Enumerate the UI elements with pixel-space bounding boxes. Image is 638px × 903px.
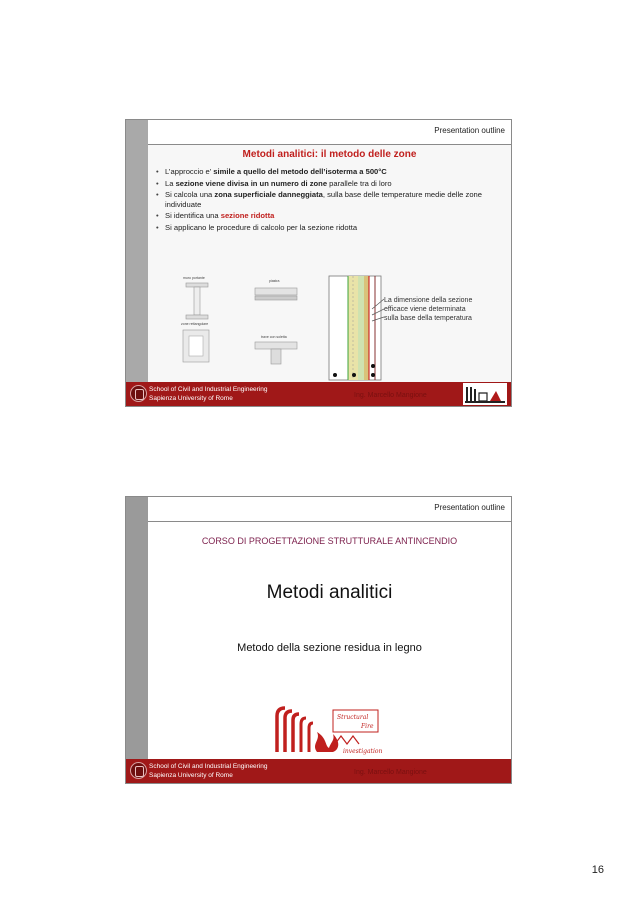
diagram-label: trave con soletta: [261, 335, 287, 339]
logo-text: Fire: [361, 723, 374, 730]
bullet-item: • Si applicano le procedure di calcolo per la sezione ridotta: [155, 223, 505, 233]
slide-2: [125, 496, 512, 784]
slide-title: Metodi analitici: [266, 582, 393, 603]
t-beam-sketch: [254, 340, 298, 366]
logo-text: investigation: [343, 748, 383, 755]
header-label: Presentation outline: [434, 126, 505, 135]
university-seal-icon: [130, 762, 147, 779]
diagram-label: piastra: [269, 279, 280, 283]
residual-section-diagram: [328, 274, 388, 384]
diagram-label: muro portante: [183, 276, 205, 280]
university-seal-icon: [130, 385, 147, 402]
i-section-sketch: [182, 282, 212, 320]
slide-image: [148, 145, 511, 382]
slide-side-bar: [126, 120, 148, 406]
author-name: Ing. Marcello Mangione: [354, 392, 427, 399]
logo-text: Structural: [337, 714, 369, 721]
bullet-list: [155, 167, 505, 235]
page-number: 16: [591, 864, 604, 876]
diagram-label: zone rettangolare: [181, 322, 209, 326]
bullet-item: • Si calcola una zona superficiale danneggiata, sulla base delle temperature medie delle zone individuate: [155, 190, 505, 209]
bullet-item: • La sezione viene divisa in un numero di zone parallele tra di loro: [155, 179, 505, 189]
bullet-item: • L’approccio e’ simile a quello del metodo dell’isoterma a 500°C: [155, 167, 505, 177]
slab-sketch: [254, 285, 298, 307]
slide-subtitle: Metodo della sezione residua in legno: [237, 642, 422, 654]
box-section-sketch: [181, 328, 213, 364]
slide-title: Metodi analitici: il metodo delle zone: [242, 149, 417, 160]
author-name: Ing. Marcello Mangione: [354, 769, 427, 776]
slide-footer: [126, 382, 511, 406]
slide-1: [125, 119, 512, 407]
header-label: Presentation outline: [434, 503, 505, 512]
slide-header: [148, 120, 511, 145]
bullet-item: • Si identifica una sezione ridotta: [155, 211, 505, 221]
course-title: CORSO DI PROGETTAZIONE STRUTTURALE ANTINCENDIO: [201, 536, 458, 546]
school-name: School of Civil and Industrial Engineering Sapienza University of Rome: [149, 386, 268, 402]
slide-header: [148, 497, 511, 522]
callout-text: La dimensione della sezione efficace viene determinata sulla base della temperatura: [384, 297, 473, 322]
structural-fire-investigation-logo: [271, 702, 383, 755]
slide-footer: [126, 759, 511, 783]
school-name: School of Civil and Industrial Engineering Sapienza University of Rome: [149, 763, 268, 779]
structural-fire-logo-icon: [463, 383, 507, 405]
